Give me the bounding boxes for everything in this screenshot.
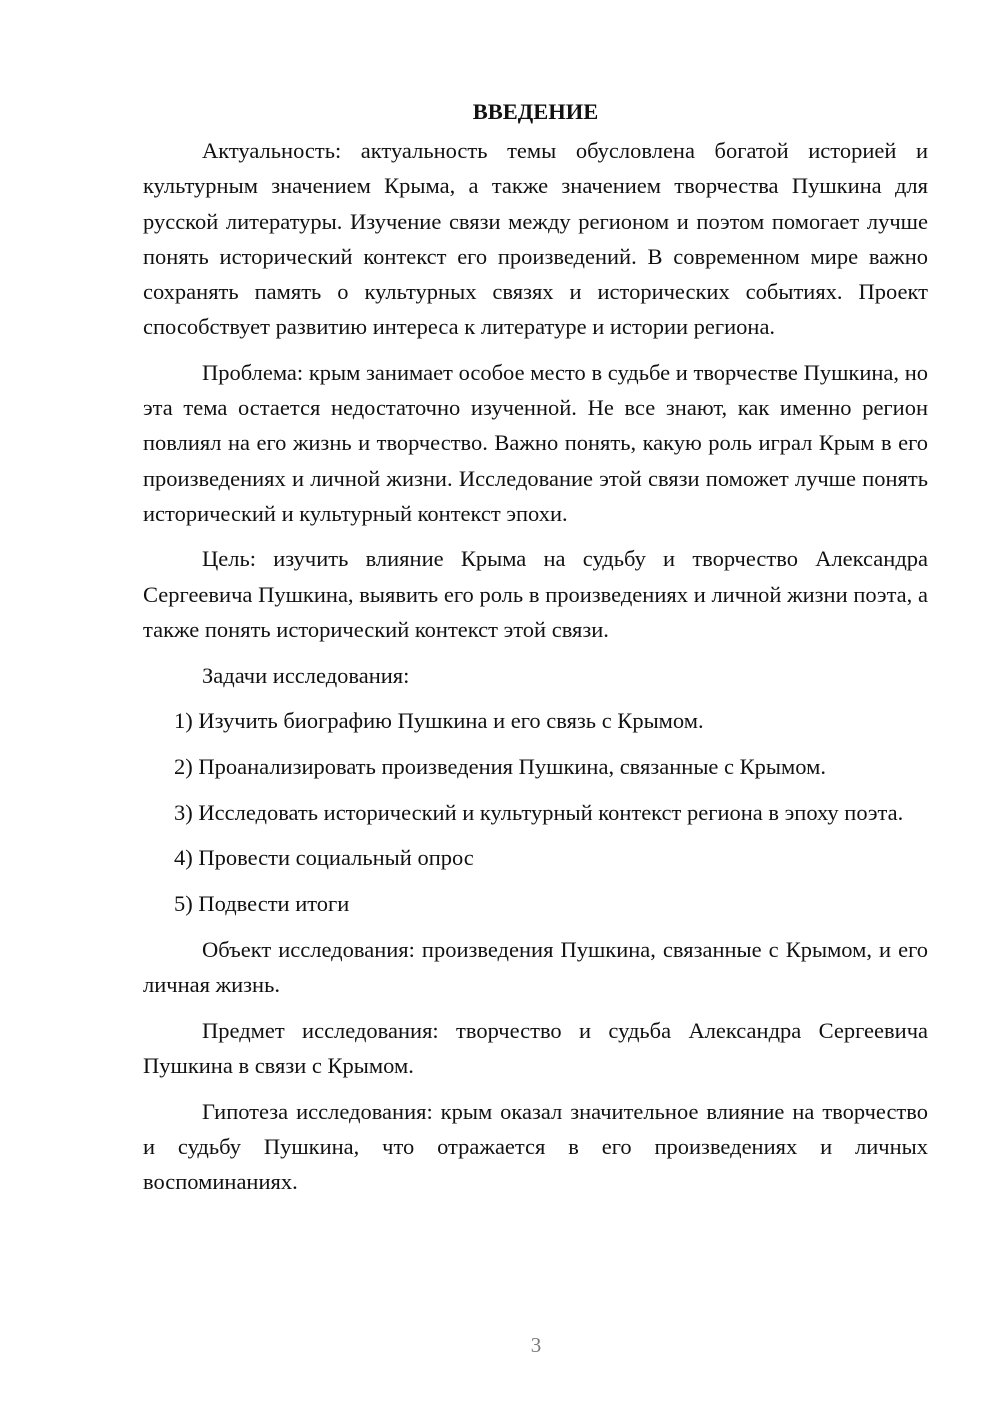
relevance-paragraph: Актуальность: актуальность темы обусловлена богатой историей и культурным значением Крыма, а также значением творчества Пушкина для русской литературы. Изучение связи между регионом и поэтом помогает лучше понять исторический контекст его произведений. В современном мире важно сохранять память о культурных связях и исторических событиях. Проект способствует развитию интереса к литературе и истории региона. <box>143 138 928 340</box>
task-item-2: 2) Проанализировать произведения Пушкина, связанные с Крымом. <box>174 753 826 779</box>
section-title: ВВЕДЕНИЕ <box>472 99 599 124</box>
task-item-5: 5) Подвести итоги <box>174 891 350 917</box>
document-body <box>143 94 928 1210</box>
problem-paragraph: Проблема: крым занимает особое место в судьбе и творчестве Пушкина, но эта тема остается недостаточно изученной. Не все знают, как именно регион повлиял на его жизнь и творчество. Важно понять, какую роль играл Крым в его произведениях и личной жизни. Исследование этой связи поможет лучше понять исторический и культурный контекст эпохи. <box>143 359 928 526</box>
hypothesis-paragraph: Гипотеза исследования: крым оказал значительное влияние на творчество и судьбу Пушкина, что отражается в его произведениях и личных воспоминаниях. <box>143 1098 928 1194</box>
task-item-3: 3) Исследовать исторический и культурный контекст региона в эпоху поэта. <box>174 799 904 825</box>
page-number: 3 <box>530 1333 542 1357</box>
tasks-heading: Задачи исследования: <box>202 662 410 688</box>
object-paragraph: Объект исследования: произведения Пушкина, связанные с Крымом, и его личная жизнь. <box>143 936 928 997</box>
task-item-1: 1) Изучить биографию Пушкина и его связь с Крымом. <box>174 708 704 734</box>
goal-paragraph: Цель: изучить влияние Крыма на судьбу и творчество Александра Сергеевича Пушкина, выявить его роль в произведениях и личной жизни поэта, а также понять исторический контекст этой связи. <box>143 546 928 642</box>
subject-paragraph: Предмет исследования: творчество и судьба Александра Сергеевича Пушкина в связи с Крымом. <box>143 1017 928 1078</box>
task-item-4: 4) Провести социальный опрос <box>174 845 474 871</box>
